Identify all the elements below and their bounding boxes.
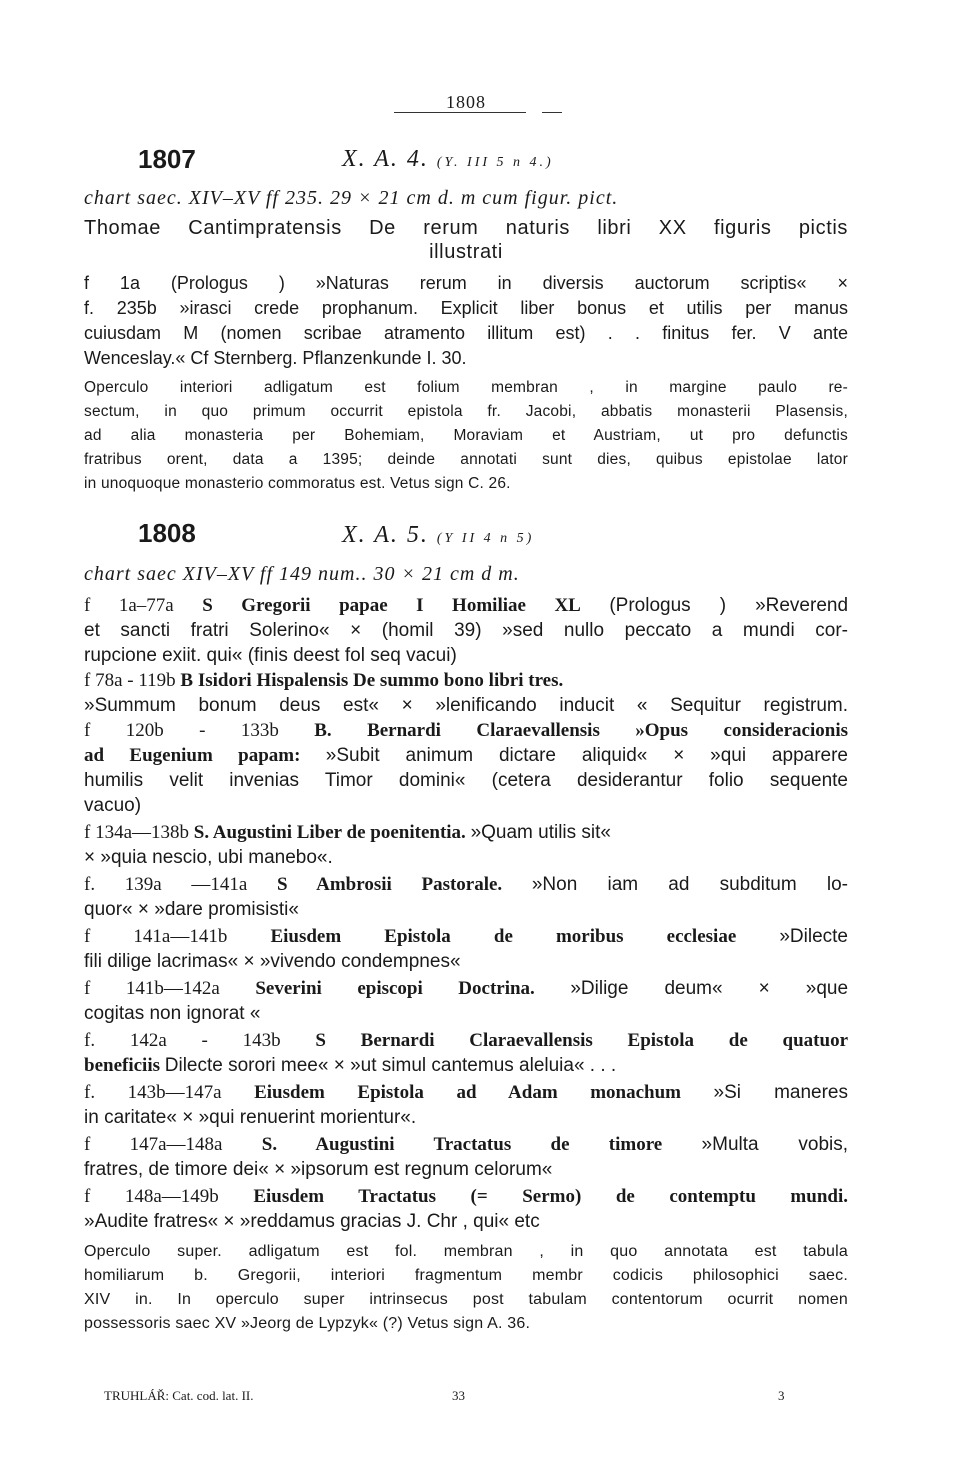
work-title: Eiusdem Epistola de moribus ecclesiae (270, 926, 737, 947)
folio-range: f. 139a —141a (84, 874, 248, 895)
content-line-10 (84, 821, 848, 845)
body-1807-line-3: cuiusdam M (nomen scribae atramento illitum est) . . finitus fer. V ante (84, 323, 848, 343)
note-1808-line-2: homiliarum b. Gregorii, interiori fragmentum membr codicis philosophici saec. (84, 1267, 848, 1284)
content-line-23: fratres, de timore dei« × »ipsorum est regnum celorum« (84, 1159, 553, 1180)
entry-number-1807: 1807 (138, 144, 196, 174)
signature-old: (Y II 4 n 5) (436, 531, 535, 546)
incipit: »Si maneres (713, 1082, 848, 1103)
folio-range: f 141b—142a (84, 978, 220, 999)
incipit: »Non iam ad subditum lo- (531, 874, 849, 895)
note-1808-line-3: XIV in. In operculo super intrinsecus post tabulam contentorum ocurrit nomen (84, 1291, 848, 1308)
physical-description-1807: chart saec. XIV–XV ff 235. 29 × 21 cm d. m cum figur. pict. (84, 187, 619, 209)
signature-current: X. A. 5. (342, 522, 429, 548)
work-title: S Gregorii papae I Homiliae XL (202, 595, 581, 616)
content-line-8: humilis velit invenias Timor domini« (cetera desiderantur folio sequente (84, 770, 848, 791)
work-title: S Bernardi Claraevallensis Epistola de quatuor (315, 1030, 849, 1051)
content-line-13: quor« × »dare promisisti« (84, 899, 299, 920)
content-line-21: in caritate« × »qui renuerint morientur«. (84, 1107, 417, 1128)
body-1807-line-4: Wenceslay.« Cf Sternberg. Pflanzenkunde I. 30. (84, 348, 467, 368)
content-line-16 (84, 977, 848, 1001)
content-line-17: cogitas non ignorat « (84, 1003, 261, 1024)
entry-number-1808: 1808 (138, 518, 196, 548)
folio-range: f 120b - 133b (84, 720, 279, 741)
content-line-12 (84, 873, 848, 897)
incipit: »Subit animum dictare aliquid« × »qui apparere (325, 745, 848, 766)
folio-range: f 78a - 119b (84, 670, 176, 691)
work-title: S. Augustini Liber de poenitentia. (193, 822, 466, 843)
work-title-1807-line1: Thomae Cantimpratensis De rerum naturis libri XX figuris pictis (84, 217, 848, 239)
folio-range: f 1a–77a (84, 595, 174, 616)
content-line-25: »Audite fratres« × »reddamus gracias J. Chr , qui« etc (84, 1211, 540, 1232)
folio-range: f. 143b—147a (84, 1082, 222, 1103)
incipit: Dilecte sorori mee« × »ut simul cantemus aleluia« . . . (164, 1055, 617, 1076)
footer-author: TRUHLÁŘ: Cat. cod. lat. II. (104, 1388, 254, 1403)
folio-range: f 141a—141b (84, 926, 228, 947)
work-title: Eiusdem Tractatus (= Sermo) de contemptu mundi. (253, 1186, 848, 1207)
entry-signature-1807 (342, 146, 554, 173)
content-line-11: × »quia nescio, ubi manebo«. (84, 847, 333, 868)
folio-range: f 148a—149b (84, 1186, 219, 1207)
incipit: »Quam utilis sit« (470, 822, 612, 843)
note-1807-line-2: sectum, in quo primum occurrit epistola fr. Jacobi, abbatis monasterii Plasensis, (84, 403, 848, 420)
folio-range: f 134a—138b (84, 822, 190, 843)
signature-old: (Y. III 5 n 4.) (436, 155, 554, 170)
entry-signature-1808 (342, 522, 534, 549)
signature-current: X. A. 4. (342, 146, 429, 172)
content-line-15: fili dilige lacrimas« × »vivendo condempnes« (84, 951, 461, 972)
content-line-7 (84, 744, 848, 768)
work-title: B Isidori Hispalensis De summo bono libri tres. (180, 670, 564, 691)
content-line-3: rupcione exiit. qui« (finis deest fol seq vacui) (84, 645, 457, 666)
work-title: S Ambrosii Pastorale. (276, 874, 503, 895)
incipit: »Dilige deum« × »que (570, 978, 849, 999)
running-head: 1808 (446, 92, 486, 112)
content-line-19 (84, 1054, 848, 1078)
folio-range: f 147a—148a (84, 1134, 223, 1155)
incipit: »Dilecte (779, 926, 849, 947)
incipit: »Multa vobis, (701, 1134, 849, 1155)
body-1807-line-1: f 1a (Prologus ) »Naturas rerum in diversis auctorum scriptis« × (84, 273, 848, 293)
footer-sheet: 33 (452, 1388, 465, 1403)
work-title: ad Eugenium papam: (84, 745, 301, 766)
running-head-rule-left (394, 112, 526, 113)
running-head-rule-right (542, 112, 562, 113)
work-title: beneficiis (84, 1055, 160, 1076)
note-1808-line-4: possessoris saec XV »Jeorg de Lypzyk« (?) Vetus sign A. 36. (84, 1315, 531, 1332)
content-line-18 (84, 1029, 848, 1053)
note-1807-line-1: Operculo interiori adligatum est folium membran , in margine paulo re- (84, 379, 848, 396)
note-1808-line-1: Operculo super. adligatum est fol. membran , in quo annotata est tabula (84, 1243, 848, 1260)
content-line-22 (84, 1133, 848, 1157)
note-1807-line-3: ad alia monasteria per Bohemiam, Moraviam et Austriam, ut pro defunctis (84, 427, 848, 444)
work-title: S. Augustini Tractatus de timore (261, 1134, 663, 1155)
incipit: (Prologus ) »Reverend (609, 595, 849, 616)
footer-page-marker: 3 (778, 1388, 785, 1403)
content-line-1 (84, 594, 848, 618)
content-line-6 (84, 719, 848, 743)
content-line-2: et sancti fratri Solerino« × (homil 39) »sed nullo peccato a mundi cor- (84, 620, 848, 641)
content-line-24 (84, 1185, 848, 1209)
folio-range: f. 142a - 143b (84, 1030, 281, 1051)
content-line-20 (84, 1081, 848, 1105)
work-title-1807-line2: illustrati (429, 241, 503, 263)
physical-description-1808: chart saec XIV–XV ff 149 num.. 30 × 21 cm d m. (84, 563, 520, 585)
manuscript-catalog-page (84, 0, 848, 1482)
note-1807-line-4: fratribus orent, data a 1395; deinde annotati sunt dies, quibus epistolae lator (84, 451, 848, 468)
work-title: Severini episcopi Doctrina. (255, 978, 535, 999)
work-title: B. Bernardi Claraevallensis »Opus consideracionis (314, 720, 848, 741)
note-1807-line-5: in unoquoque monasterio commoratus est. Vetus sign C. 26. (84, 475, 511, 492)
content-line-4 (84, 669, 848, 693)
content-line-5: »Summum bonum deus est« × »lenificando inducit « Sequitur registrum. (84, 695, 848, 716)
content-line-14 (84, 925, 848, 949)
work-title: Eiusdem Epistola ad Adam monachum (254, 1082, 681, 1103)
content-line-9: vacuo) (84, 795, 142, 816)
body-1807-line-2: f. 235b »irasci crede prophanum. Explicit liber bonus et utilis per manus (84, 298, 848, 318)
